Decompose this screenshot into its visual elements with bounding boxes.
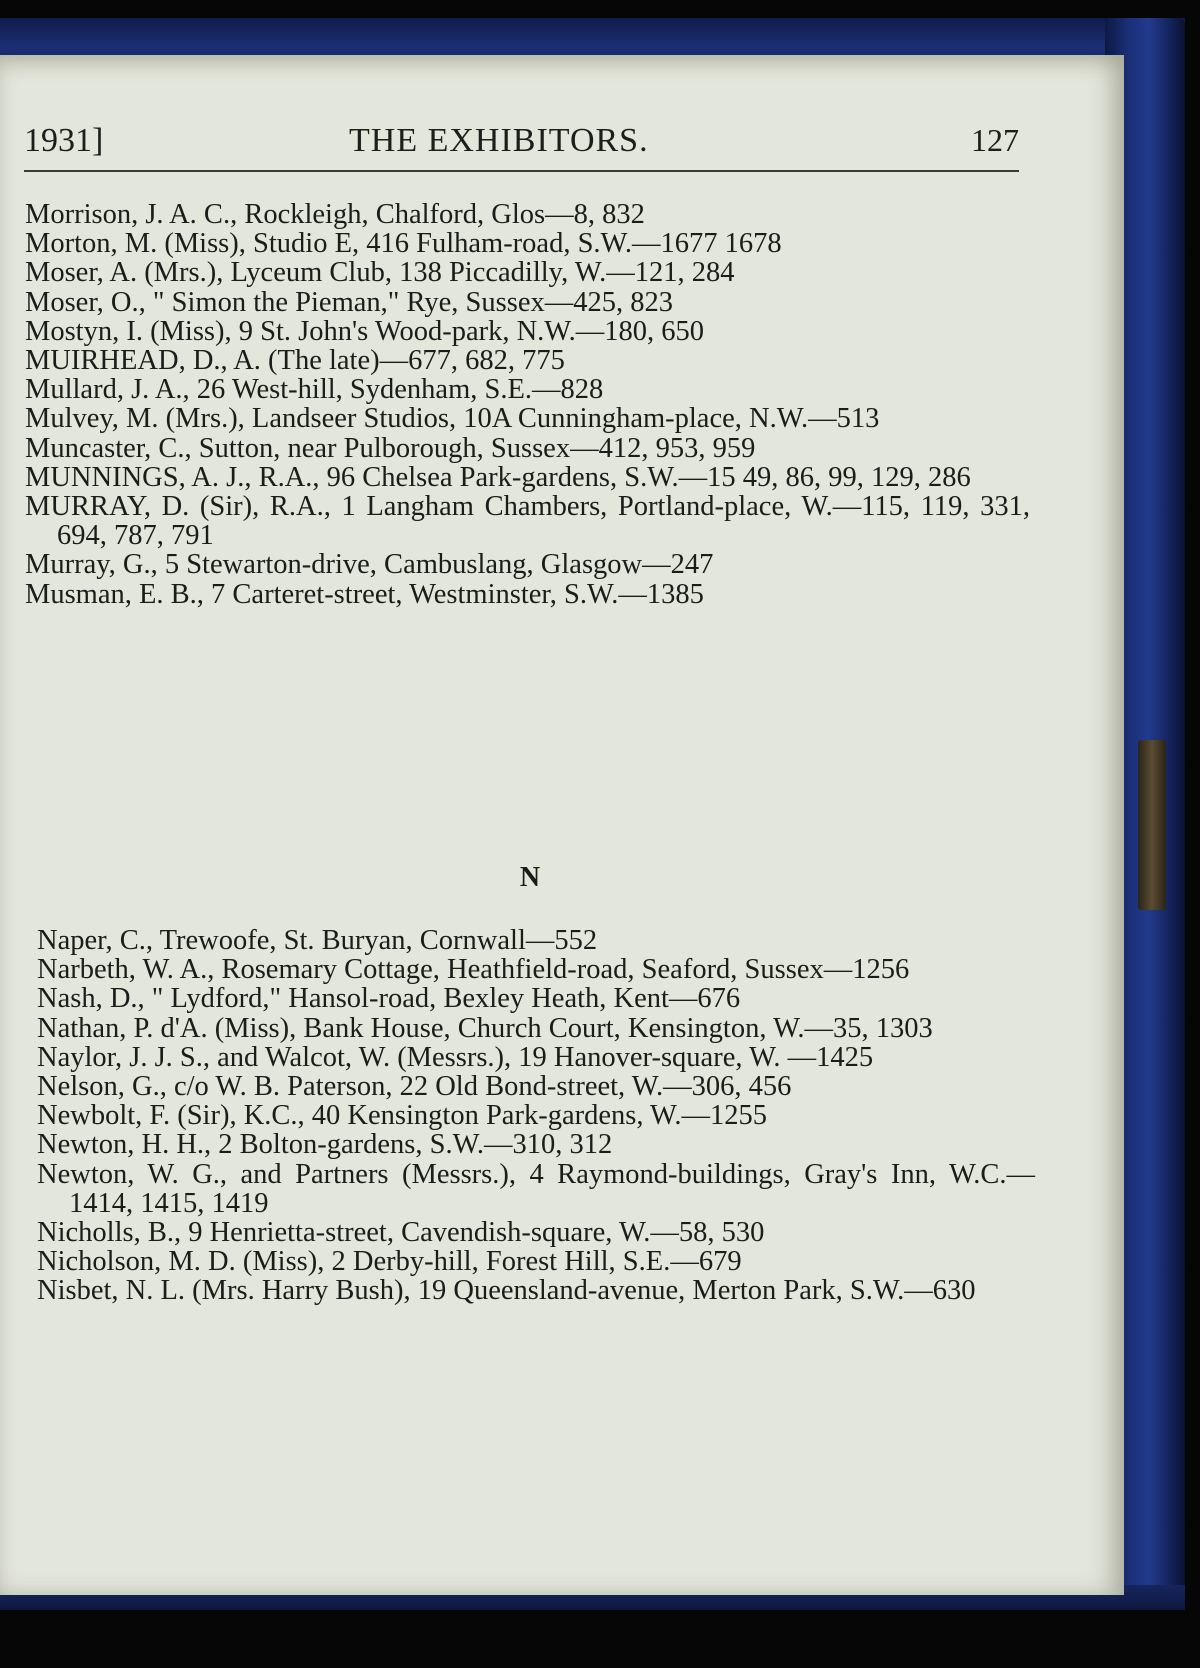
running-head-year: 1931] [24,122,104,159]
exhibitor-entry: Murray, G., 5 Stewarton-drive, Cambuslang, Glasgow—247 [25,549,714,581]
exhibitor-entry: Moser, A. (Mrs.), Lyceum Club, 138 Piccadilly, W.—121, 284 [25,257,735,289]
bookmark-ribbon [1138,740,1166,910]
running-head [24,122,1019,172]
exhibitor-entry: Mulvey, M. (Mrs.), Landseer Studios, 10A Cunningham-place, N.W.—513 [25,403,880,435]
exhibitor-entry: Nisbet, N. L. (Mrs. Harry Bush), 19 Queensland-avenue, Merton Park, S.W.—630 [37,1275,976,1307]
exhibitor-entry: Mullard, J. A., 26 West-hill, Sydenham, S.E.—828 [25,374,604,406]
exhibitor-entry: Mostyn, I. (Miss), 9 St. John's Wood-park, N.W.—180, 650 [25,315,704,347]
exhibitor-entry: Morton, M. (Miss), Studio E, 416 Fulham-road, S.W.—1677 1678 [25,228,782,260]
running-head-title: THE EXHIBITORS. [349,122,649,159]
exhibitor-list-m [25,200,1030,609]
exhibitor-entry: Nash, D., " Lydford," Hansol-road, Bexley Heath, Kent—676 [37,983,741,1015]
exhibitor-entry: Nelson, G., c/o W. B. Paterson, 22 Old Bond-street, W.—306, 456 [37,1071,792,1103]
exhibitor-entry: Nicholls, B., 9 Henrietta-street, Cavendish-square, W.—58, 530 [37,1217,765,1249]
section-letter-heading: N [519,862,541,893]
exhibitor-entry: Naper, C., Trewoofe, St. Buryan, Cornwall—552 [37,925,598,956]
exhibitor-entry: Newton, H. H., 2 Bolton-gardens, S.W.—310, 312 [37,1129,613,1161]
exhibitor-entry: Musman, E. B., 7 Carteret-street, Westminster, S.W.—1385 [25,578,704,610]
exhibitor-entry: Moser, O., " Simon the Pieman," Rye, Sussex—425, 823 [25,286,673,318]
header-rule [24,170,1019,172]
exhibitor-entry: Newton, W. G., and Partners (Messrs.), 4 Raymond-buildings, Gray's Inn, W.C.—1414, 1415, 1419 [37,1158,1035,1219]
exhibitor-entry: Morrison, J. A. C., Rockleigh, Chalford, Glos—8, 832 [25,199,645,230]
exhibitor-entry: Nathan, P. d'A. (Miss), Bank House, Church Court, Kensington, W.—35, 1303 [37,1012,933,1044]
exhibitor-entry: Nicholson, M. D. (Miss), 2 Derby-hill, Forest Hill, S.E.—679 [37,1246,742,1278]
page-number: 127 [971,122,1019,158]
exhibitor-entry: Naylor, J. J. S., and Walcot, W. (Messrs.), 19 Hanover-square, W. —1425 [37,1041,874,1073]
exhibitor-entry: MURRAY, D. (Sir), R.A., 1 Langham Chambers, Portland-place, W.—115, 119, 331, 694, 787, 791 [25,491,1030,552]
exhibitor-list-n [37,926,1035,1306]
exhibitor-entry: Newbolt, F. (Sir), K.C., 40 Kensington Park-gardens, W.—1255 [37,1100,767,1132]
exhibitor-entry: Muncaster, C., Sutton, near Pulborough, Sussex—412, 953, 959 [25,432,756,464]
exhibitor-entry: MUIRHEAD, D., A. (The late)—677, 682, 775 [25,345,565,377]
exhibitor-entry: Narbeth, W. A., Rosemary Cottage, Heathfield-road, Seaford, Sussex—1256 [37,954,910,986]
exhibitor-entry: MUNNINGS, A. J., R.A., 96 Chelsea Park-gardens, S.W.—15 49, 86, 99, 129, 286 [25,461,971,493]
